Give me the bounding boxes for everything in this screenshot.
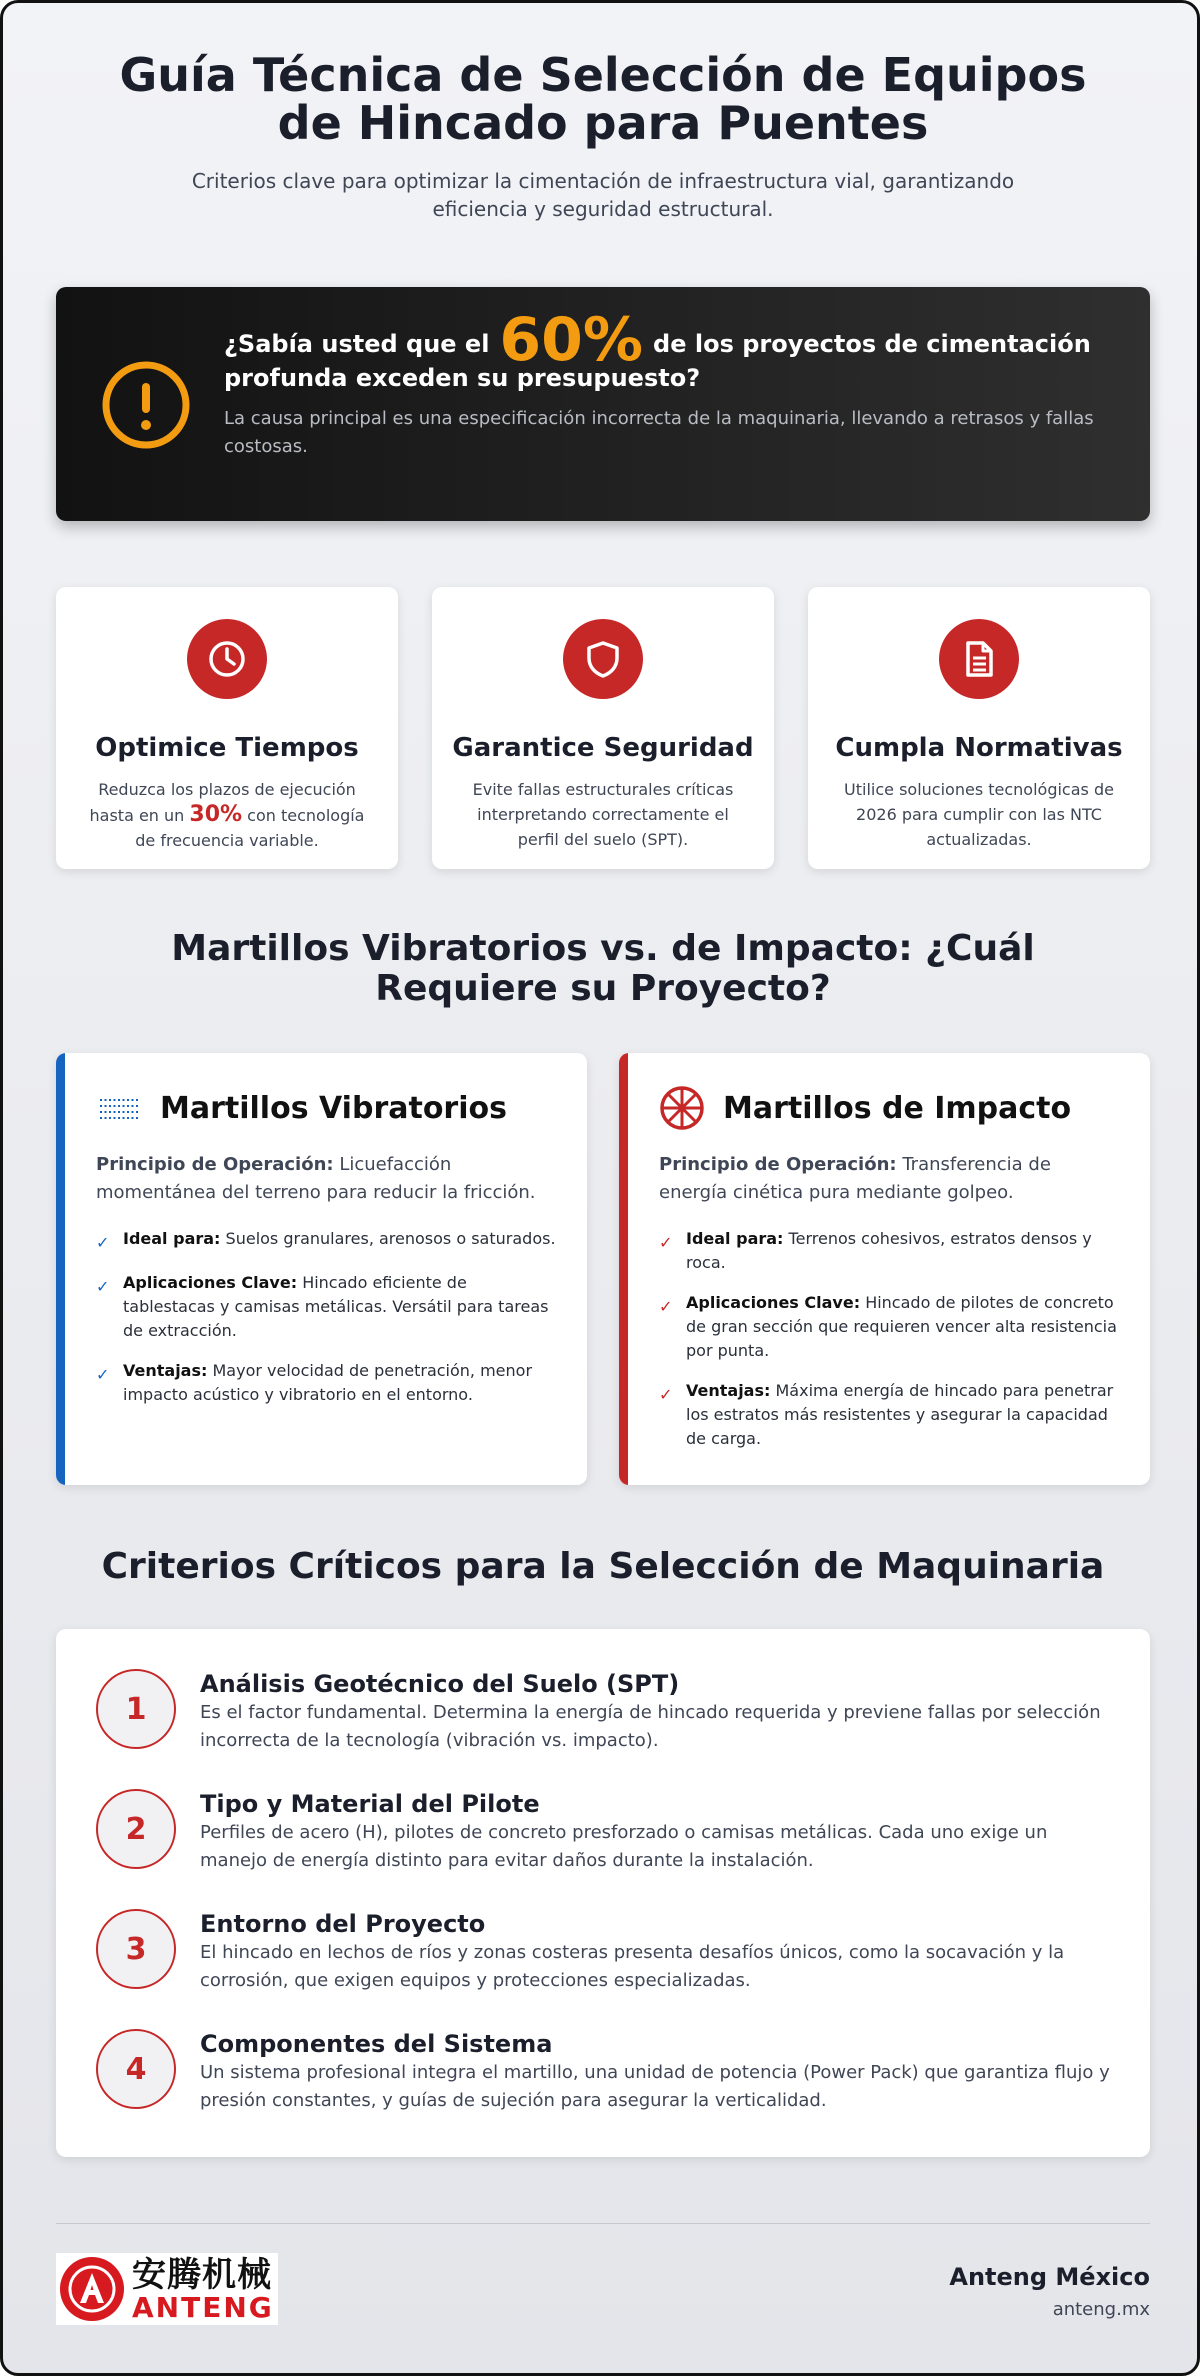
criteria-item [96,1909,1110,2029]
check-icon: ✓ [96,1233,110,1252]
criteria-number: 2 [96,1789,176,1869]
item-text: Terrenos cohesivos, estratos densos y roca. [686,1229,1092,1272]
alert-question [224,305,1114,395]
benefit-title: Cumpla Normativas [835,733,1123,763]
item-text: Hincado de pilotes de concreto de gran sección que requieren vencer alta resistencia por punta. [686,1293,1117,1360]
criteria-item-title: Análisis Geotécnico del Suelo (SPT) [200,1670,680,1698]
alert-detail: La causa principal es una especificación incorrecta de la maquinaria, llevando a retrasos y fallas costosas. [224,408,1094,457]
principle-label: Principio de Operación: [96,1154,334,1175]
alert-question-start: ¿Sabía usted que el [224,330,490,358]
page-subtitle: Criterios clave para optimizar la cimentación de infraestructura vial, garantizando eficiencia y seguridad estructural. [191,169,1015,221]
principle-label: Principio de Operación: [659,1154,897,1175]
brand-info [949,2263,1150,2320]
criteria-item-desc: Perfiles de acero (H), pilotes de concreto presforzado o camisas metálicas. Cada uno exige un manejo de energía distinto para evitar daños durante la instalación. [200,1822,1048,1871]
item-label: Ideal para: [123,1229,221,1248]
criteria-list [56,1629,1150,2157]
criteria-title: Criterios Críticos para la Selección de Maquinaria [101,1546,1105,1587]
item-label: Ventajas: [123,1361,208,1380]
warning-icon [100,359,192,451]
benefit-card-time [56,587,398,869]
criteria-item-desc: Es el factor fundamental. Determina la energía de hincado requerida y previene fallas por selección incorrecta de la tecnología (vibración vs. impacto). [200,1702,1101,1751]
page-header [56,48,1150,223]
list-item [659,1291,1120,1363]
alert-banner [56,287,1150,521]
criteria-number: 4 [96,2029,176,2109]
footer [56,2253,1150,2327]
item-text: Máxima energía de hincado para penetrar los estratos más resistentes y asegurar la capacidad de carga. [686,1381,1114,1448]
item-label: Aplicaciones Clave: [123,1273,298,1292]
criteria-item-title: Entorno del Proyecto [200,1910,486,1938]
impact-title: Martillos de Impacto [723,1090,1072,1126]
comparison-row [56,1053,1150,1485]
impact-card [619,1053,1150,1485]
benefit-desc [87,777,367,853]
criteria-item [96,2029,1110,2149]
comparison-title: Martillos Vibratorios vs. de Impacto: ¿Cuál Requiere su Proyecto? [171,928,1035,1009]
benefit-highlight: 30% [189,802,243,827]
principle-text: Transferencia de energía cinética pura mediante golpeo. [659,1154,1051,1203]
item-label: Ventajas: [686,1381,771,1400]
check-icon: ✓ [96,1277,110,1296]
item-text: Mayor velocidad de penetración, menor impacto acústico y vibratorio en el entorno. [123,1361,533,1404]
benefit-card-safety [432,587,774,869]
vibratory-title: Martillos Vibratorios [160,1090,507,1126]
item-label: Aplicaciones Clave: [686,1293,861,1312]
impact-icon [659,1085,705,1131]
benefits-row [56,587,1150,869]
brand-name: Anteng México [949,2263,1150,2291]
list-item [96,1359,557,1407]
shield-icon [563,619,643,699]
criteria-item-desc: El hincado en lechos de ríos y zonas costeras presenta desafíos únicos, como la socavación y la corrosión, que exigen equipos y protecciones especializadas. [200,1942,1065,1991]
list-item [659,1379,1120,1451]
benefit-desc: Evite fallas estructurales críticas interpretando correctamente el perfil del suelo (SPT). [472,780,734,849]
criteria-item-title: Tipo y Material del Pilote [200,1790,540,1818]
alert-stat: 60% [499,305,644,375]
document-icon [939,619,1019,699]
footer-divider [56,2223,1150,2224]
vibratory-principle [96,1151,557,1207]
list-item [96,1227,557,1255]
criteria-item [96,1789,1110,1909]
item-text: Suelos granulares, arenosos o saturados. [225,1229,556,1248]
criteria-item-desc: Un sistema profesional integra el martillo, una unidad de potencia (Power Pack) que garantiza flujo y presión constantes, y guías de sujeción para asegurar la verticalidad. [200,2062,1110,2111]
benefit-title: Optimice Tiempos [95,733,359,763]
logo-english-text: ANTENG [132,2291,274,2324]
benefit-desc: Utilice soluciones tecnológicas de 2026 para cumplir con las NTC actualizadas. [844,780,1114,849]
criteria-item [96,1669,1110,1789]
item-label: Ideal para: [686,1229,784,1248]
benefit-desc-start: Reduzca los plazos de ejecución hasta en un [89,780,356,825]
vibratory-list [96,1227,557,1407]
criteria-item-title: Componentes del Sistema [200,2030,553,2058]
benefit-desc-end: con tecnología de frecuencia variable. [135,806,365,850]
benefit-title: Garantice Seguridad [452,733,754,763]
brand-url-link[interactable]: anteng.mx [1052,2299,1150,2320]
criteria-number: 1 [96,1669,176,1749]
logo-mark-icon [60,2257,124,2321]
benefit-card-norms [808,587,1150,869]
principle-text: Licuefacción momentánea del terreno para reducir la fricción. [96,1154,536,1203]
criteria-number: 3 [96,1909,176,1989]
clock-icon [187,619,267,699]
list-item [659,1227,1120,1275]
list-item [96,1271,557,1343]
check-icon: ✓ [96,1365,110,1384]
item-text: Hincado eficiente de tablestacas y camisas metálicas. Versátil para tareas de extracción. [123,1273,549,1340]
impact-principle [659,1151,1120,1207]
vibratory-card [56,1053,587,1485]
page-title: Guía Técnica de Selección de Equipos de Hincado para Puentes [119,48,1087,150]
vibration-icon [96,1085,142,1131]
alert-question-end: de los proyectos de cimentación profunda exceden su presupuesto? [224,330,1091,392]
check-icon: ✓ [659,1297,673,1316]
check-icon: ✓ [659,1385,673,1404]
check-icon: ✓ [659,1233,673,1252]
company-logo [56,2253,278,2325]
impact-list [659,1227,1120,1451]
logo-chinese-text: 安腾机械 [132,2255,272,2295]
